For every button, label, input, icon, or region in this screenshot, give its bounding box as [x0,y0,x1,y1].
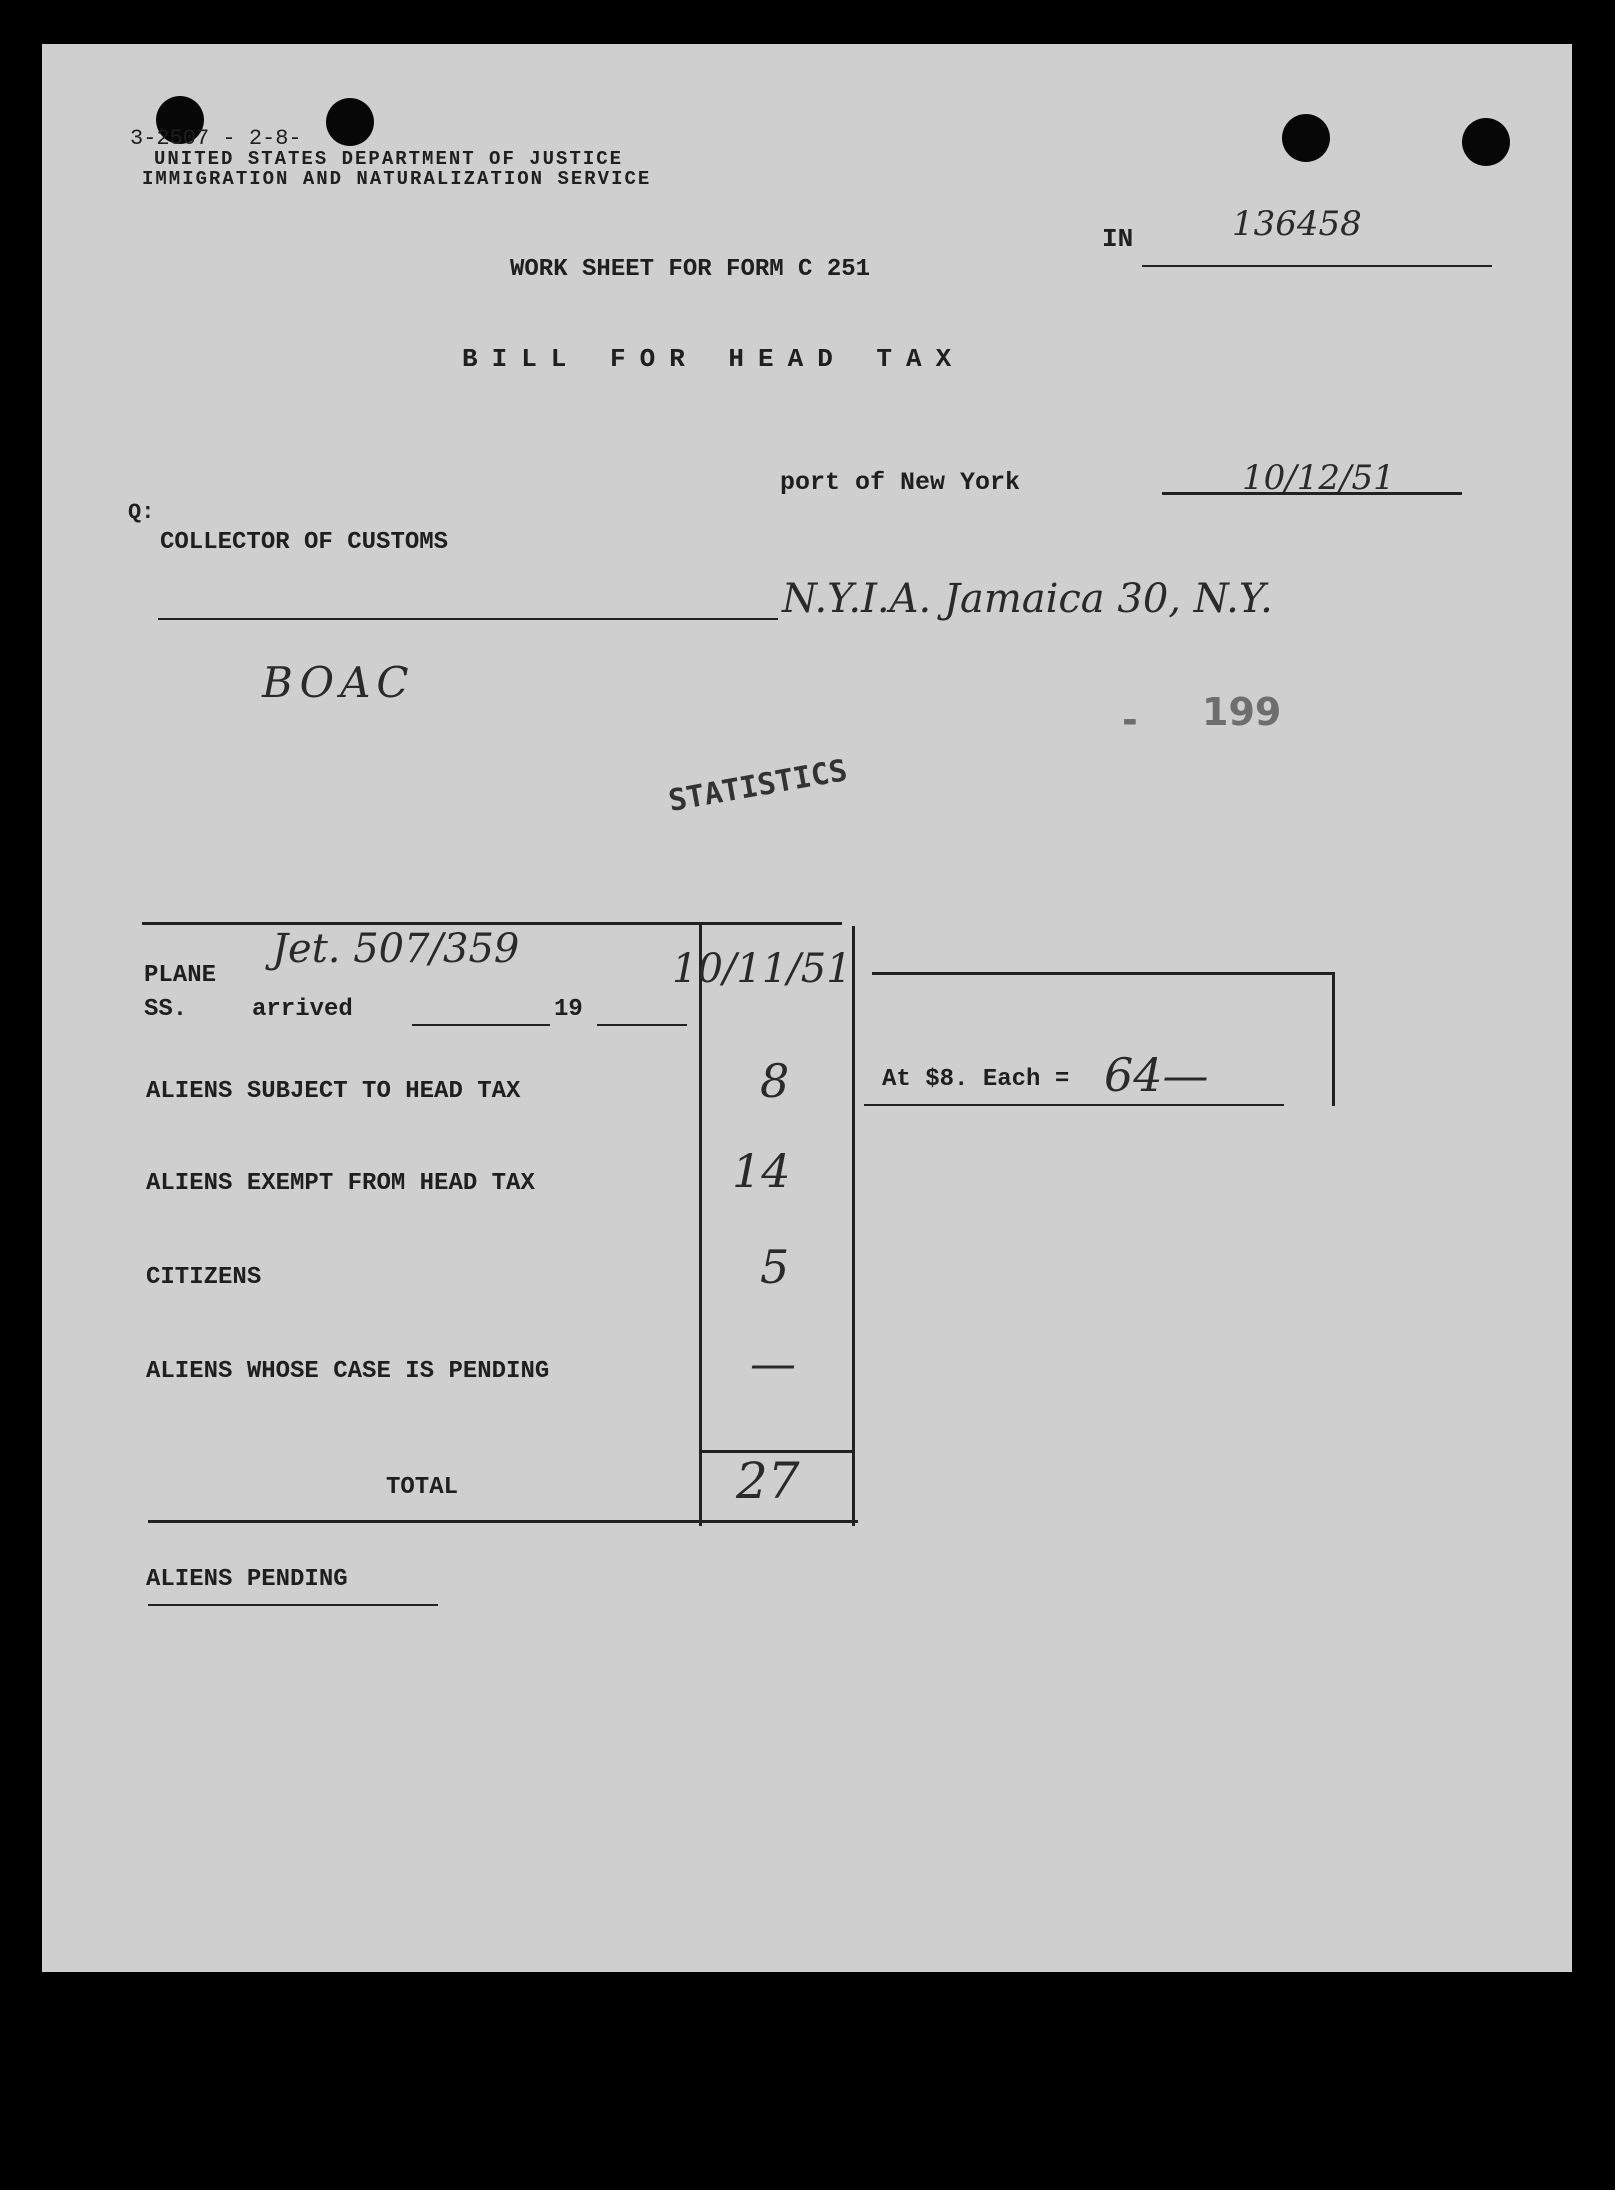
port-label: port of New York [780,468,1021,497]
address-line [158,618,778,620]
plane-label: PLANE [144,962,217,989]
aliens-pending-underline [148,1604,438,1606]
carrier: BOAC [262,658,415,707]
document-page [42,44,1572,1972]
plane-value: Jet. 507/359 [272,926,520,972]
ss-label: SS. [144,996,188,1023]
total-label: TOTAL [386,1474,459,1501]
row-value-exempt: 14 [732,1144,791,1198]
row-value-subject: 8 [760,1054,790,1108]
number-199: 199 [1202,690,1282,734]
tax-box-bottom [864,1104,1284,1106]
year-label: 19 [554,996,583,1023]
agency-line-1: UNITED STATES DEPARTMENT OF JUSTICE [154,148,624,170]
in-underline [1142,265,1492,267]
aliens-pending-label: ALIENS PENDING [146,1566,348,1593]
row-label-pending: ALIENS WHOSE CASE IS PENDING [146,1358,550,1385]
dash-mark: - [1122,698,1138,742]
punch-hole-2 [326,98,374,146]
row-label-citizens: CITIZENS [146,1264,262,1291]
arrived-underline [412,1024,550,1026]
total-value: 27 [736,1452,800,1510]
port-date: 10/12/51 [1242,458,1395,498]
year-underline [597,1024,687,1026]
work-sheet-title: WORK SHEET FOR FORM C 251 [510,256,871,283]
arrived-label: arrived [252,996,353,1023]
row-value-pending: — [750,1336,796,1390]
agency-line-2: IMMIGRATION AND NATURALIZATION SERVICE [142,168,652,190]
date-underline [1162,492,1462,495]
statistics-stamp: STATISTICS [665,753,850,819]
tax-amount: 64— [1104,1048,1209,1102]
tax-box-right [1332,972,1335,1106]
collector-location: N.Y.I.A. Jamaica 30, N.Y. [782,576,1273,622]
in-label: IN [1102,224,1134,254]
arrival-date: 10/11/51 [672,946,852,992]
row-label-exempt: ALIENS EXEMPT FROM HEAD TAX [146,1170,535,1197]
punch-hole-4 [1462,118,1510,166]
table-bottom-line [148,1520,858,1523]
tax-box-top [872,972,1334,975]
in-number: 136458 [1232,204,1362,244]
bill-title: BILL FOR HEAD TAX [462,344,966,374]
form-number: 3-2507 - 2-8- [130,126,302,151]
tax-rate-label: At $8. Each = [882,1066,1070,1093]
table-divider-left [699,924,702,1526]
row-label-subject: ALIENS SUBJECT TO HEAD TAX [146,1078,521,1105]
row-value-citizens: 5 [760,1240,790,1294]
table-top-line [142,922,842,925]
to-label: Q: [128,500,155,525]
collector-of-customs: COLLECTOR OF CUSTOMS [160,529,449,556]
punch-hole-3 [1282,114,1330,162]
table-divider-right [852,926,855,1526]
